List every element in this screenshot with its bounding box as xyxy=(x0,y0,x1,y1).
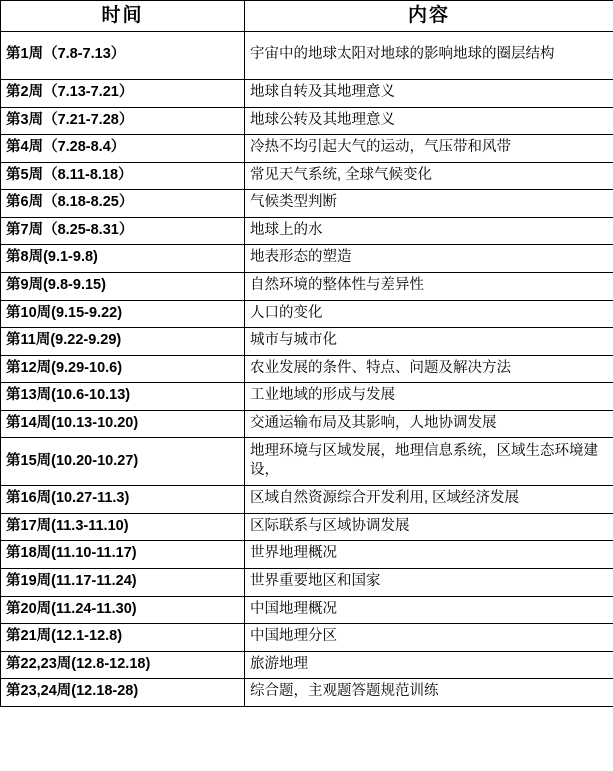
table-row xyxy=(1,651,613,679)
cell-content: 人口的变化 xyxy=(245,300,613,328)
cell-time: 第2周（7.13-7.21） xyxy=(1,80,245,108)
table-body xyxy=(1,32,613,707)
table-row xyxy=(1,624,613,652)
cell-content: 宇宙中的地球太阳对地球的影响地球的圈层结构 xyxy=(245,32,613,80)
table-row xyxy=(1,190,613,218)
cell-time: 第13周(10.6-10.13) xyxy=(1,383,245,411)
table-row xyxy=(1,217,613,245)
table-row xyxy=(1,162,613,190)
cell-time: 第4周（7.28-8.4） xyxy=(1,135,245,163)
cell-content: 地球公转及其地理意义 xyxy=(245,107,613,135)
table-row xyxy=(1,107,613,135)
cell-content: 区际联系与区域协调发展 xyxy=(245,513,613,541)
cell-content: 自然环境的整体性与差异性 xyxy=(245,272,613,300)
cell-time: 第9周(9.8-9.15) xyxy=(1,272,245,300)
cell-time: 第15周(10.20-10.27) xyxy=(1,438,245,486)
table-header xyxy=(1,1,613,32)
cell-time: 第11周(9.22-9.29) xyxy=(1,328,245,356)
cell-content: 综合题，主观题答题规范训练 xyxy=(245,679,613,707)
cell-time: 第21周(12.1-12.8) xyxy=(1,624,245,652)
cell-time: 第1周（7.8-7.13） xyxy=(1,32,245,80)
cell-content: 农业发展的条件、特点、问题及解决方法 xyxy=(245,355,613,383)
column-header-time: 时间 xyxy=(1,1,245,32)
cell-content: 地球自转及其地理意义 xyxy=(245,80,613,108)
cell-time: 第19周(11.17-11.24) xyxy=(1,569,245,597)
table-row xyxy=(1,569,613,597)
cell-time: 第16周(10.27-11.3) xyxy=(1,486,245,514)
cell-time: 第20周(11.24-11.30) xyxy=(1,596,245,624)
cell-time: 第6周（8.18-8.25） xyxy=(1,190,245,218)
table-row xyxy=(1,383,613,411)
table-row xyxy=(1,541,613,569)
cell-time: 第3周（7.21-7.28） xyxy=(1,107,245,135)
table-row xyxy=(1,80,613,108)
cell-content: 工业地域的形成与发展 xyxy=(245,383,613,411)
cell-time: 第5周（8.11-8.18） xyxy=(1,162,245,190)
cell-content: 城市与城市化 xyxy=(245,328,613,356)
table-row xyxy=(1,32,613,80)
cell-time: 第23,24周(12.18-28) xyxy=(1,679,245,707)
cell-content: 交通运输布局及其影响，人地协调发展 xyxy=(245,410,613,438)
table-header-row xyxy=(1,1,613,32)
cell-time: 第8周(9.1-9.8) xyxy=(1,245,245,273)
cell-content: 冷热不均引起大气的运动，气压带和风带 xyxy=(245,135,613,163)
table-row xyxy=(1,438,613,486)
table-row xyxy=(1,513,613,541)
table-row xyxy=(1,300,613,328)
cell-content: 世界地理概况 xyxy=(245,541,613,569)
table-row xyxy=(1,679,613,707)
cell-time: 第22,23周(12.8-12.18) xyxy=(1,651,245,679)
table-row xyxy=(1,272,613,300)
cell-content: 旅游地理 xyxy=(245,651,613,679)
cell-content: 气候类型判断 xyxy=(245,190,613,218)
cell-time: 第10周(9.15-9.22) xyxy=(1,300,245,328)
table-row xyxy=(1,486,613,514)
cell-content: 地球上的水 xyxy=(245,217,613,245)
table-row xyxy=(1,596,613,624)
cell-content: 区域自然资源综合开发利用, 区域经济发展 xyxy=(245,486,613,514)
cell-content: 中国地理概况 xyxy=(245,596,613,624)
cell-content: 常见天气系统, 全球气候变化 xyxy=(245,162,613,190)
cell-content: 中国地理分区 xyxy=(245,624,613,652)
cell-time: 第7周（8.25-8.31） xyxy=(1,217,245,245)
table-row xyxy=(1,328,613,356)
column-header-content: 内容 xyxy=(245,1,613,32)
cell-time: 第17周(11.3-11.10) xyxy=(1,513,245,541)
cell-content: 世界重要地区和国家 xyxy=(245,569,613,597)
cell-content: 地理环境与区域发展，地理信息系统，区域生态环境建设， xyxy=(245,438,613,486)
cell-time: 第18周(11.10-11.17) xyxy=(1,541,245,569)
table-row xyxy=(1,355,613,383)
table-row xyxy=(1,410,613,438)
table-row xyxy=(1,135,613,163)
cell-time: 第14周(10.13-10.20) xyxy=(1,410,245,438)
cell-content: 地表形态的塑造 xyxy=(245,245,613,273)
table-row xyxy=(1,245,613,273)
cell-time: 第12周(9.29-10.6) xyxy=(1,355,245,383)
